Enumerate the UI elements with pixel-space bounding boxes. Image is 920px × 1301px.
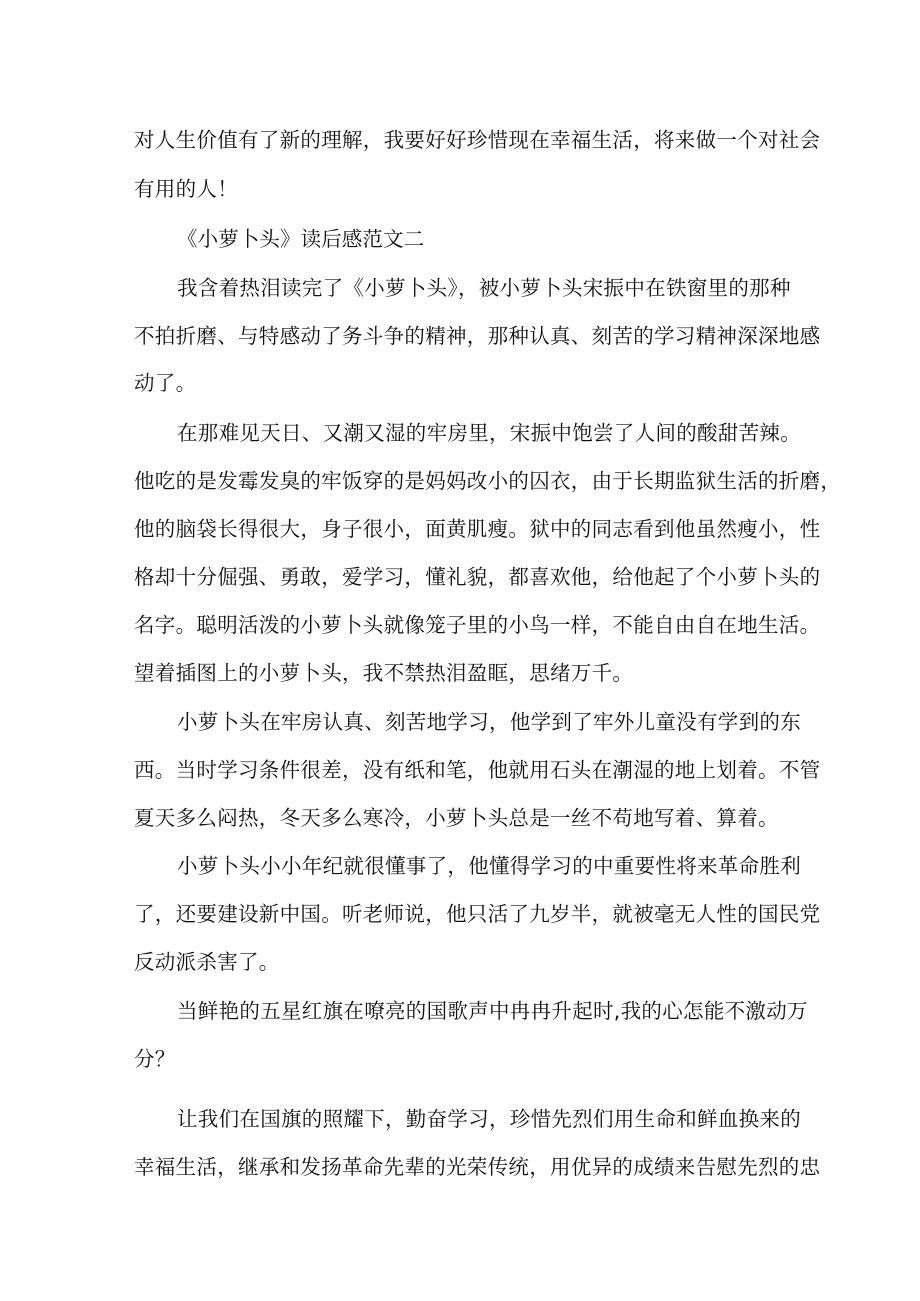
text-line: 不拍折磨、与特感动了务斗争的精神，那种认真、刻苦的学习精神深深地感 (134, 324, 821, 348)
text-line: 了，还要建设新中国。听老师说，他只活了九岁半，就被毫无人性的国民党 (134, 902, 821, 926)
text-line: 当鲜艳的五星红旗在嘹亮的国歌声中冉冉升起时,我的心怎能不激动万 (177, 999, 808, 1023)
text-line: 名字。聪明活泼的小萝卜头就像笼子里的小鸟一样，不能自由自在地生活。 (134, 613, 821, 637)
text-line: 动了。 (134, 371, 197, 395)
text-line: 有用的人！ (134, 177, 238, 201)
text-line: 小萝卜头在牢房认真、刻苦地学习，他学到了牢外儿童没有学到的东 (177, 710, 801, 734)
text-line: 格却十分倔强、勇敢，爱学习，懂礼貌，都喜欢他，给他起了个小萝卜头的 (134, 565, 821, 589)
text-line: 西。当时学习条件很差，没有纸和笔，他就用石头在潮湿的地上划着。不管 (134, 758, 821, 782)
section-title: 《小萝卜头》读后感范文二 (177, 227, 425, 251)
text-line: 望着插图上的小萝卜头，我不禁热泪盈眶，思绪万千。 (134, 661, 634, 685)
text-line: 小萝卜头小小年纪就很懂事了，他懂得学习的中重要性将来革命胜利 (177, 854, 801, 878)
text-line: 分？ (134, 1047, 176, 1071)
text-line: 让我们在国旗的照耀下，勤奋学习，珍惜先烈们用生命和鲜血换来的 (177, 1107, 801, 1131)
text-line: 在那难见天日、又潮又湿的牢房里，宋振中饱尝了人间的酸甜苦辣。 (177, 421, 801, 445)
text-line: 幸福生活，继承和发扬革命先辈的光荣传统，用优异的成绩来告慰先烈的忠 (134, 1155, 821, 1179)
text-line: 反动派杀害了。 (134, 950, 280, 974)
text-line: 他的脑袋长得很大，身子很小，面黄肌瘦。狱中的同志看到他虽然瘦小，性 (134, 517, 821, 541)
text-line: 对人生价值有了新的理解，我要好好珍惜现在幸福生活，将来做一个对社会 (134, 128, 821, 152)
text-line: 夏天多么闷热，冬天多么寒冷，小萝卜头总是一丝不苟地写着、算着。 (134, 806, 779, 830)
text-line: 他吃的是发霉发臭的牢饭穿的是妈妈改小的囚衣，由于长期监狱生活的折磨， (134, 469, 842, 493)
text-line: 我含着热泪读完了《小萝卜头》，被小萝卜头宋振中在铁窗里的那种 (177, 276, 791, 300)
